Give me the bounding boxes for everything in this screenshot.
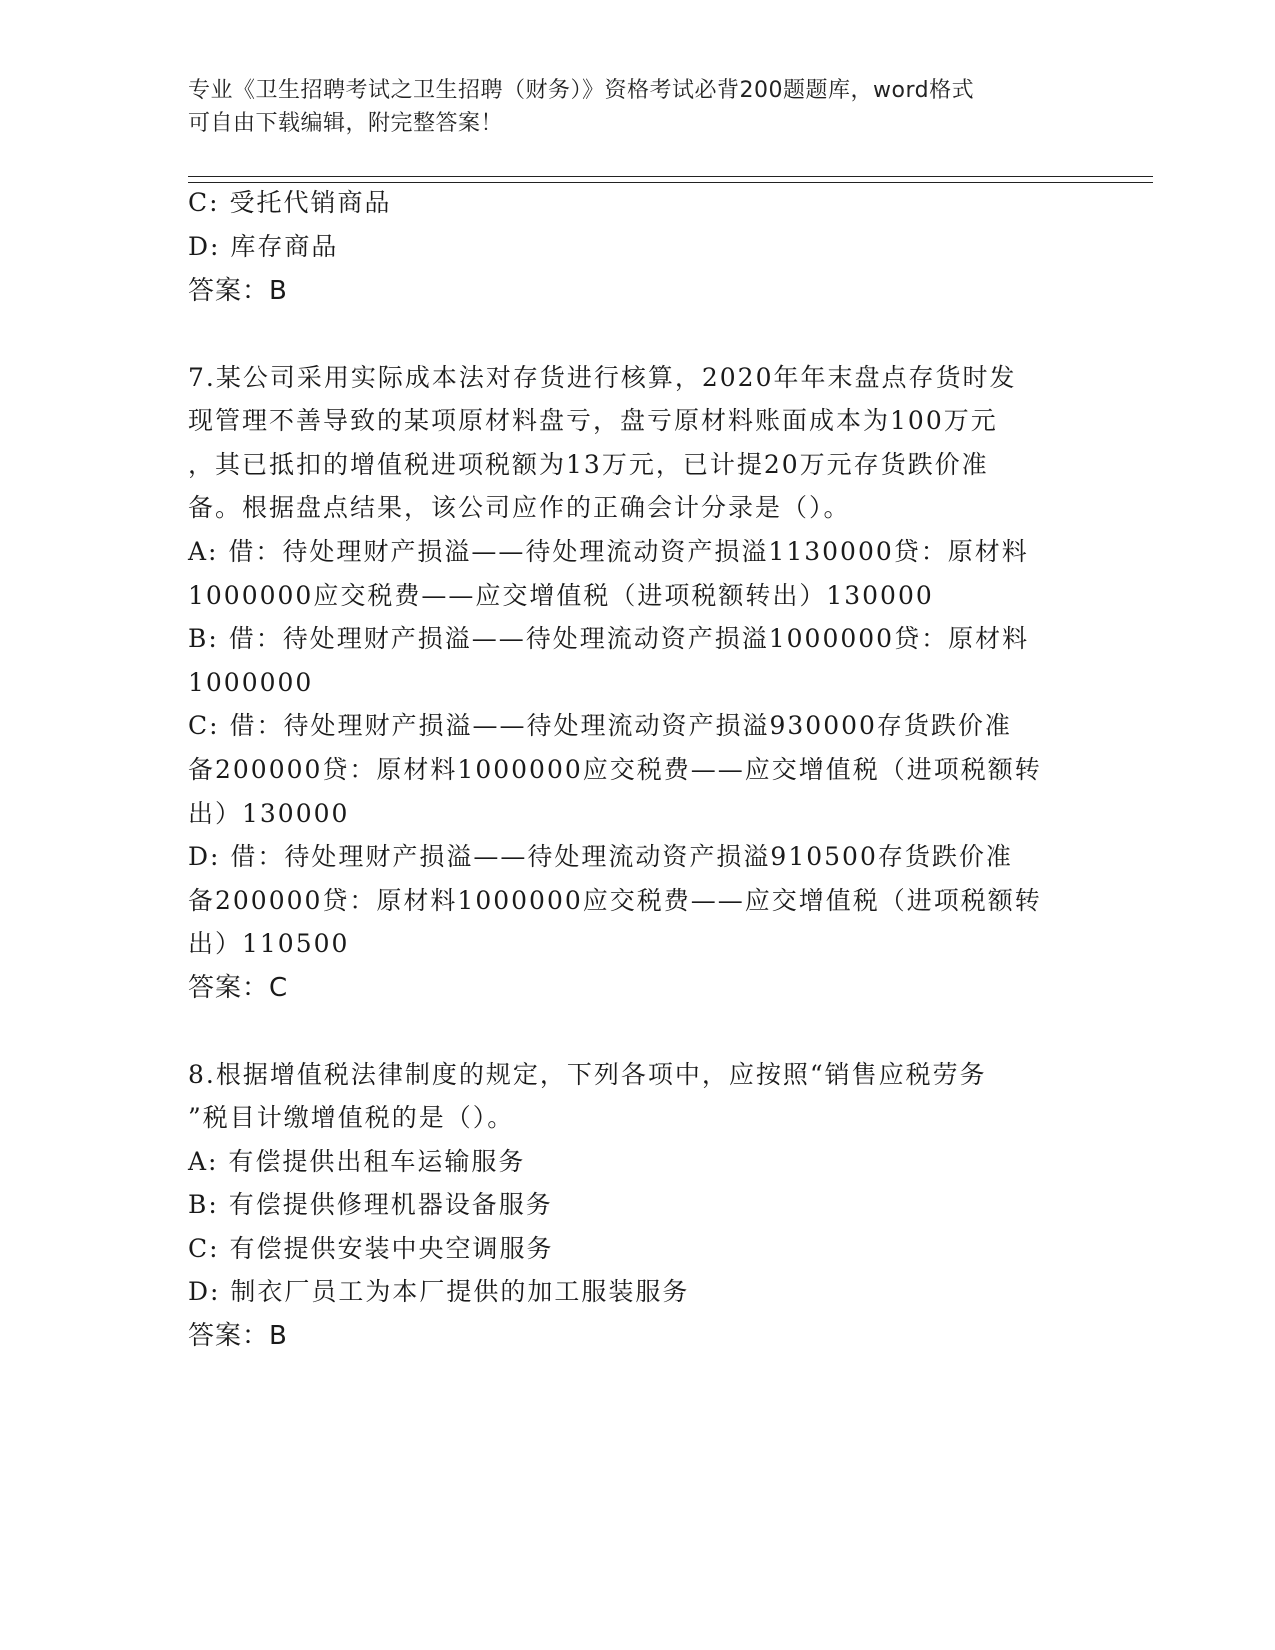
q8-answer: 答案：B [188, 1321, 288, 1351]
q7-option-d-line-2: 备200000贷：原材料1000000应交税费——应交增值税（进项税额转 [188, 886, 1042, 915]
header-divider-bottom [188, 182, 1153, 183]
q8-option-d: D: 制衣厂员工为本厂提供的加工服装服务 [188, 1277, 690, 1306]
q7-option-b-line-2: 1000000 [188, 668, 314, 697]
q8-option-c: C: 有偿提供安装中央空调服务 [188, 1234, 554, 1263]
q8-option-a: A: 有偿提供出租车运输服务 [188, 1147, 526, 1176]
prev-answer: 答案：B [188, 276, 288, 306]
q7-option-c-line-2: 备200000贷：原材料1000000应交税费——应交增值税（进项税额转 [188, 755, 1042, 784]
q7-stem-line-4: 备。根据盘点结果，该公司应作的正确会计分录是（）。 [188, 493, 851, 522]
q7-option-c-line-1: C: 借：待处理财产损溢——待处理流动资产损溢930000存货跌价准 [188, 711, 1012, 740]
q7-option-c-line-3: 出）130000 [188, 799, 350, 828]
q8-stem-line-2: ”税目计缴增值税的是（）。 [188, 1103, 515, 1132]
q7-answer: 答案：C [188, 973, 289, 1003]
q8-option-b: B: 有偿提供修理机器设备服务 [188, 1190, 553, 1219]
header-line-1: 专业《卫生招聘考试之卫生招聘（财务）》资格考试必背200题题库，word格式 [188, 78, 975, 103]
q7-option-b-line-1: B: 借：待处理财产损溢——待处理流动资产损溢1000000贷：原材料 [188, 624, 1030, 653]
q7-option-a-line-1: A: 借：待处理财产损溢——待处理流动资产损溢1130000贷：原材料 [188, 537, 1029, 566]
q7-option-a-line-2: 1000000应交税费——应交增值税（进项税额转出）130000 [188, 581, 934, 610]
q7-stem-line-3: ，其已抵扣的增值税进项税额为13万元，已计提20万元存货跌价准 [188, 450, 989, 479]
q7-stem-line-2: 现管理不善导致的某项原材料盘亏，盘亏原材料账面成本为100万元 [188, 406, 998, 435]
prev-option-d: D: 库存商品 [188, 232, 339, 261]
prev-option-c: C: 受托代销商品 [188, 188, 392, 217]
q7-stem-line-1: 7.某公司采用实际成本法对存货进行核算，2020年年末盘点存货时发 [188, 363, 1017, 392]
q7-option-d-line-3: 出）110500 [188, 929, 350, 958]
document-header [188, 74, 1068, 140]
header-divider-top [188, 176, 1153, 177]
header-line-2: 可自由下载编辑，附完整答案！ [188, 111, 504, 136]
q7-option-d-line-1: D: 借：待处理财产损溢——待处理流动资产损溢910500存货跌价准 [188, 842, 1013, 871]
q8-stem-line-1: 8.根据增值税法律制度的规定，下列各项中，应按照“销售应税劳务 [188, 1060, 987, 1089]
